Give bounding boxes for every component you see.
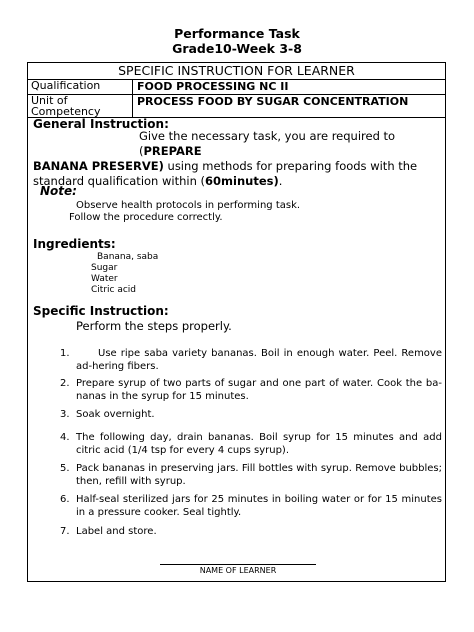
- ingredient-item: Citric acid: [91, 285, 136, 295]
- step-number: 7.: [60, 526, 70, 537]
- general-line2-text: using methods for preparing foods with the: [163, 159, 418, 173]
- step-number: 6.: [60, 494, 70, 505]
- general-line-1: [33, 129, 443, 159]
- unit-row: [28, 95, 445, 118]
- step-text: Pack bananas in preserving jars. Fill bottles with syrup. Remove bubbles; then, refill with syrup.: [76, 463, 442, 487]
- step-text: Use ripe saba variety bananas. Boil in enough water. Peel. Remove ad-hering fibers.: [76, 348, 442, 372]
- document-subtitle: Grade10-Week 3-8: [172, 41, 302, 56]
- step-text: The following day, drain bananas. Boil syrup for 15 minutes and add citric acid (1/4 tsp for every 4 cups syrup).: [76, 432, 442, 456]
- qualification-value: FOOD PROCESSING NC II: [137, 80, 289, 93]
- note-item-2: Follow the procedure correctly.: [69, 212, 223, 223]
- note-item-1: Observe health protocols in performing task.: [76, 200, 301, 211]
- note-heading: Note:: [40, 184, 77, 198]
- signature-line: [160, 564, 316, 565]
- unit-label: [28, 95, 133, 117]
- qualification-row: [28, 80, 445, 95]
- unit-label-line2: Competency: [31, 105, 101, 118]
- general-line3-bold: 60minutes): [205, 174, 279, 188]
- step-number: 5.: [60, 463, 70, 474]
- unit-label-line1: Unit of: [31, 94, 68, 107]
- step-number: 2.: [60, 378, 70, 389]
- general-line1-text: Give the necessary task, you are required to (: [139, 129, 396, 158]
- ingredients-list: [91, 252, 158, 296]
- general-line-2: [33, 159, 443, 174]
- qualification-label: Qualification: [28, 80, 133, 94]
- step-text: Prepare syrup of two parts of sugar and one part of water. Cook the ba-nanas in the syrup for 15 minutes.: [76, 378, 442, 402]
- step-number: 3.: [60, 409, 70, 420]
- general-line1-bold: PREPARE: [143, 144, 202, 158]
- ingredients-heading: Ingredients:: [33, 237, 116, 251]
- ingredient-item: Water: [91, 274, 118, 284]
- general-line3-end: .: [278, 174, 283, 188]
- specific-heading: Specific Instruction:: [33, 304, 169, 318]
- step-text: Soak overnight.: [76, 409, 155, 420]
- general-heading: General Instruction:: [33, 117, 169, 131]
- unit-value: PROCESS FOOD BY SUGAR CONCENTRATION: [137, 95, 409, 108]
- general-line-3: [33, 174, 443, 189]
- specific-intro: Perform the steps properly.: [76, 319, 232, 333]
- ingredient-item: Sugar: [91, 263, 118, 273]
- step-text: Half-seal sterilized jars for 25 minutes in boiling water or for 15 minutes in a pressure cooker. Seal tightly.: [76, 494, 442, 518]
- table-heading: SPECIFIC INSTRUCTION FOR LEARNER: [28, 63, 445, 80]
- general-paragraph: [33, 129, 443, 189]
- step-text: Label and store.: [76, 526, 157, 537]
- step-number: 4.: [60, 432, 70, 443]
- document-title: Performance Task: [174, 26, 300, 41]
- step-number: 1.: [60, 348, 70, 359]
- signature-label: NAME OF LEARNER: [199, 566, 277, 575]
- general-line3-text: standard qualification within (: [33, 174, 206, 188]
- general-line2-bold: BANANA PRESERVE): [33, 159, 164, 173]
- ingredient-item: Banana, saba: [97, 252, 159, 262]
